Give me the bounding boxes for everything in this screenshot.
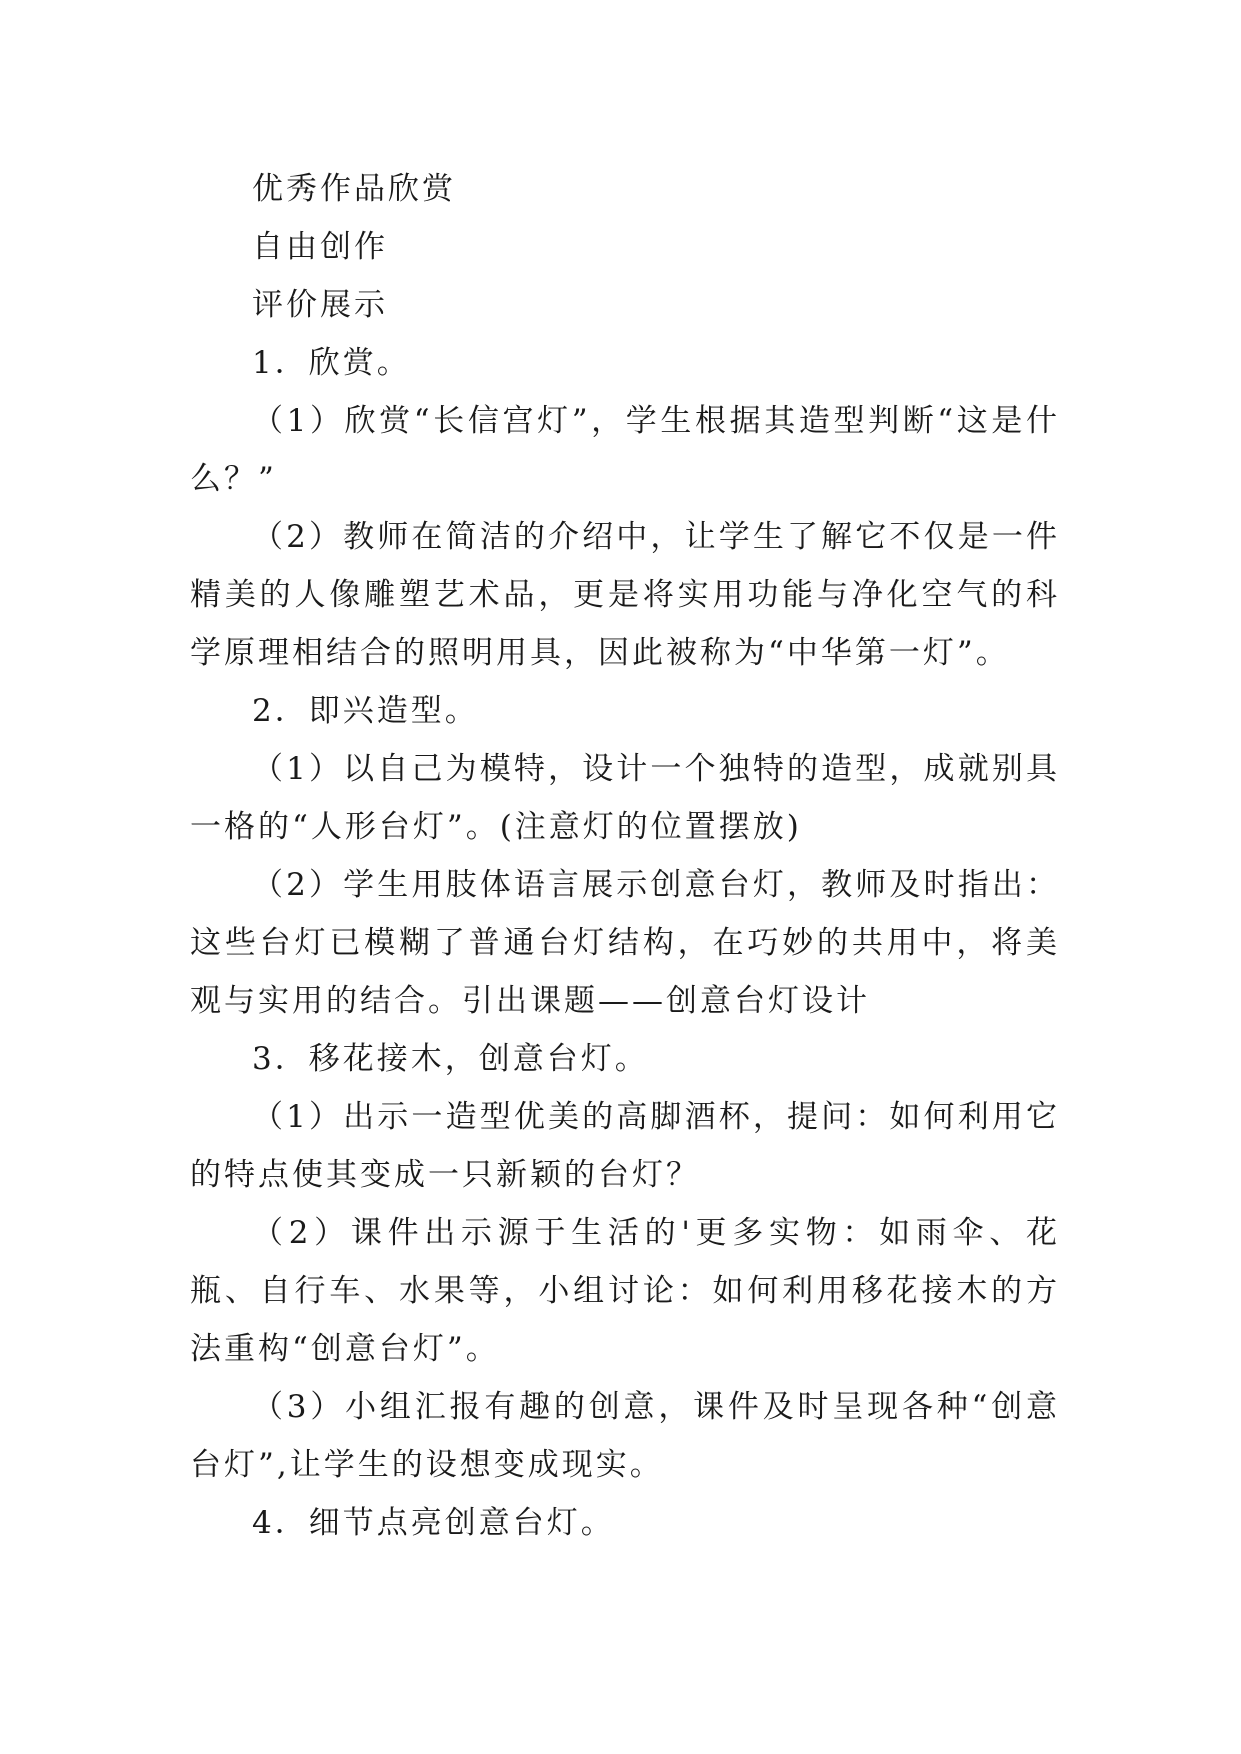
paragraph-item-8: （1）以自己为模特，设计一个独特的造型，成就别具一格的“人形台灯”。(注意灯的位置摆放)	[190, 751, 1060, 845]
paragraph-item-11: （1）出示一造型优美的高脚酒杯，提问：如何利用它的特点使其变成一只新颖的台灯？	[190, 1099, 1060, 1193]
document-body	[190, 160, 1060, 1552]
paragraph-item-2: 自由创作	[252, 229, 388, 265]
section-heading-1: 1．欣赏。	[252, 345, 411, 381]
paragraph-item-1: 优秀作品欣赏	[252, 171, 456, 207]
paragraph-item-6: （2）教师在简洁的介绍中，让学生了解它不仅是一件精美的人像雕塑艺术品，更是将实用功能与净化空气的科学原理相结合的照明用具，因此被称为“中华第一灯”。	[190, 519, 1060, 671]
paragraph-item-9: （2）学生用肢体语言展示创意台灯，教师及时指出：这些台灯已模糊了普通台灯结构，在巧妙的共用中，将美观与实用的结合。引出课题——创意台灯设计	[190, 867, 1060, 1019]
paragraph-item-13: （3）小组汇报有趣的创意，课件及时呈现各种“创意台灯”,让学生的设想变成现实。	[190, 1389, 1060, 1483]
section-heading-2: 2．即兴造型。	[252, 693, 479, 729]
paragraph-item-12: （2）课件出示源于生活的'更多实物：如雨伞、花瓶、自行车、水果等，小组讨论：如何利用移花接木的方法重构“创意台灯”。	[190, 1215, 1060, 1367]
paragraph-item-3: 评价展示	[252, 287, 388, 323]
section-heading-4: 4．细节点亮创意台灯。	[252, 1505, 615, 1541]
paragraph-item-5: （1）欣赏“长信宫灯”，学生根据其造型判断“这是什么？”	[190, 403, 1060, 497]
section-heading-3: 3．移花接木，创意台灯。	[252, 1041, 649, 1077]
